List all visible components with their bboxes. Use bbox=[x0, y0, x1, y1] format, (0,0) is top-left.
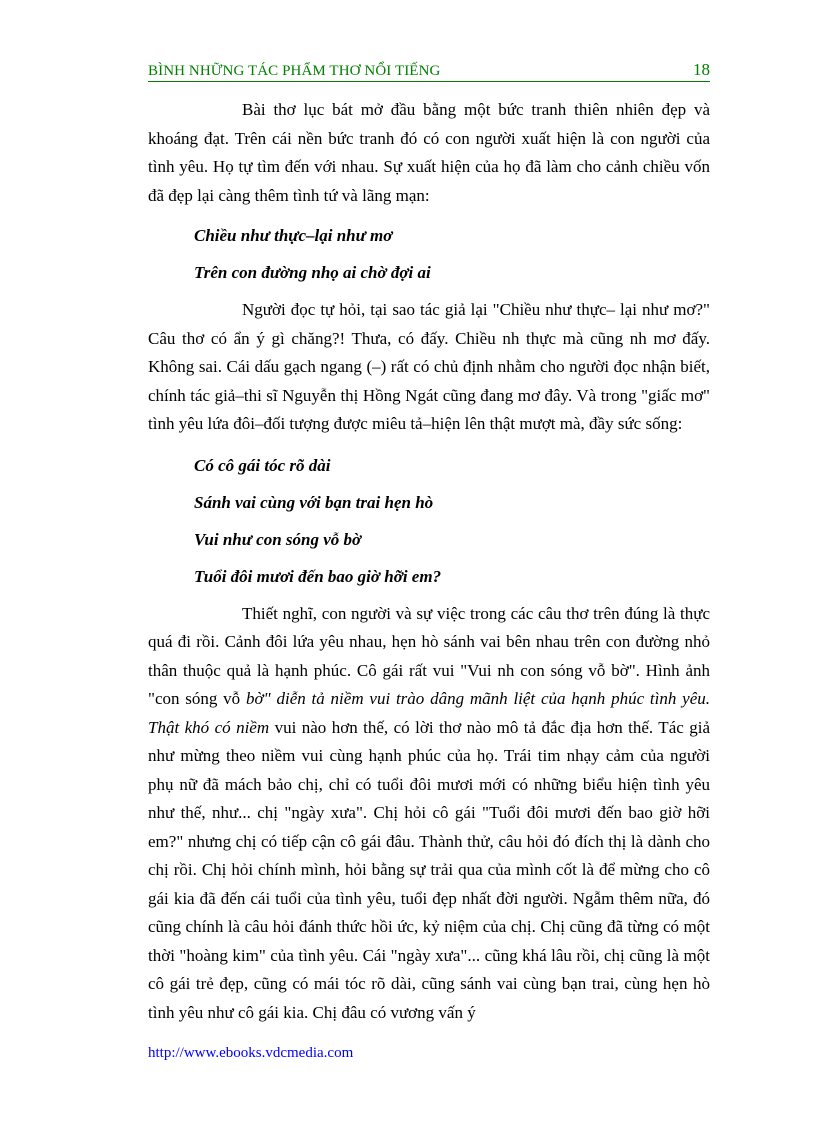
paragraph-commentary bbox=[148, 600, 710, 1028]
poem-line: Có cô gái tóc rõ dài bbox=[194, 455, 331, 475]
poem-excerpt-2 bbox=[148, 452, 710, 591]
page-number: 18 bbox=[693, 60, 710, 79]
book-title: BÌNH NHỮNG TÁC PHẨM THƠ NỔI TIẾNG bbox=[148, 63, 441, 79]
source-link[interactable]: http://www.ebooks.vdcmedia.com bbox=[148, 1045, 354, 1061]
poem-excerpt-1 bbox=[148, 222, 710, 287]
commentary-text: vui nào hơn thế, có lời thơ nào mô tả đắc địa hơn thế. Tác giả như mừng theo niềm vui cùng hạnh phúc của họ. Trái tim nhạy cảm của người phụ nữ đã mách bảo chị, chỉ có tuổi đôi mươi mới có những biểu hiện tình yêu như thế, như... chị "ngày xưa". Chị hỏi cô gái "Tuổi đôi mươi đến bao giờ hỡi em?" nhưng chị có tiếp cận cô gái đâu. Thành thử, câu hỏi đó đích thị là dành cho chị rồi. Chị hỏi chính mình, hỏi bằng sự trải qua của mình cốt là để mừng cho cô gái kia đã đến cái tuổi của tình yêu, tuổi đẹp nhất đời người. Ngẫm thêm nữa, đó cũng chính là câu hỏi đánh thức hồi ức, kỷ niệm của chị. Chị cũng đã từng có một thời "hoàng kim" của tình yêu. Cái "ngày xưa"... cũng khá lâu rồi, chị cũng là một cô gái trẻ đẹp, cũng có mái tóc rõ dài, cũng sánh vai cùng bạn trai, cùng hẹn hò tình yêu như cô gái kia. Chị đâu có vương vấn ý bbox=[148, 717, 710, 1022]
paragraph-intro: Bài thơ lục bát mở đầu bằng một bức tranh thiên nhiên đẹp và khoáng đạt. Trên cái nền bức tranh đó có con người xuất hiện là con người của tình yêu. Họ tự tìm đến với nhau. Sự xuất hiện của họ đã làm cho cảnh chiều vốn đã đẹp lại càng thêm tình tứ và lãng mạn: bbox=[148, 100, 710, 205]
poem-line: Trên con đường nhọ ai chờ đợi ai bbox=[194, 263, 431, 282]
commentary-text: Thiết nghĩ, con người và sự việc trong các câu thơ trên đúng là thực quá đi rồi. Cảnh đôi lứa yêu nhau, hẹn hò sánh vai bên nhau trên con đường nhỏ thân thuộc quả là hạnh phúc. Cô gái rất vui "Vui nh con sóng vỗ bờ". Hình ảnh "con sóng vỗ bbox=[148, 603, 710, 708]
poem-line: Sánh vai cùng với bạn trai hẹn hò bbox=[194, 492, 434, 512]
page-header bbox=[148, 61, 710, 82]
poem-line: Tuổi đôi mươi đến bao giờ hỡi em? bbox=[194, 566, 442, 586]
poem-line: Vui như con sóng vỗ bờ bbox=[194, 529, 362, 549]
paragraph-analysis: Người đọc tự hỏi, tại sao tác giả lại "Chiều như thực– lại như mơ?" Câu thơ có ẩn ý gì chăng?! Thưa, có đấy. Chiều nh thực mà cũng nh mơ đấy. Không sai. Cái dấu gạch ngang (–) rất có chủ định nhằm cho người đọc nhận biết, chính tác giả–thi sĩ Nguyễn thị Hồng Ngát cũng đang mơ đây. Và trong "giấc mơ" tình yêu lứa đôi–đối tượng được miêu tả–hiện lên thật mượt mà, đầy sức sống: bbox=[148, 300, 710, 433]
poem-line: Chiều như thực–lại như mơ bbox=[194, 226, 393, 245]
commentary-italic: bờ" diễn tả niềm vui trào dâng mãnh liệt của hạnh phúc tình yêu. Thật khó có niềm bbox=[148, 689, 710, 737]
page-body bbox=[148, 96, 710, 1027]
